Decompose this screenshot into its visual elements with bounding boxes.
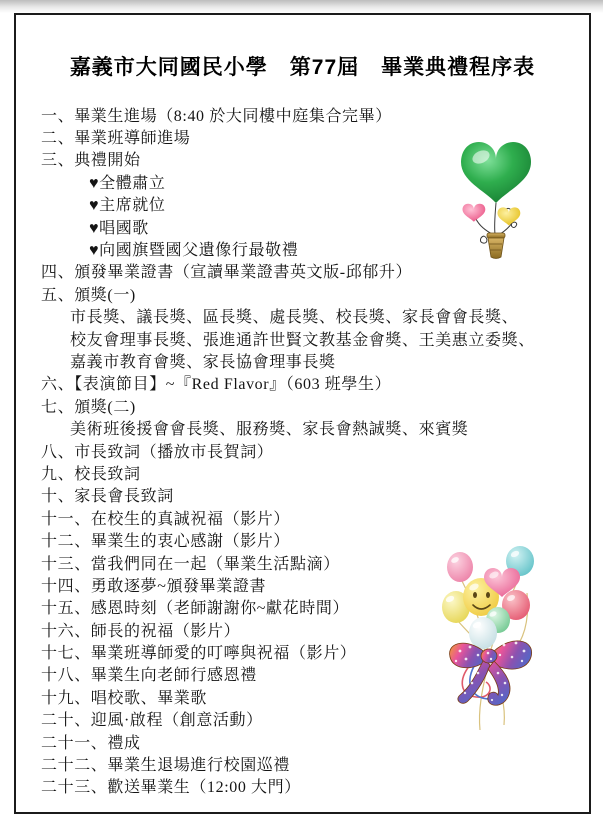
program-line: ♥主席就位 xyxy=(89,197,166,215)
program-line: 十七、畢業班導師愛的叮嚀與祝福（影片） xyxy=(41,645,357,663)
viewport-top-shadow xyxy=(0,0,603,13)
program-line: 十六、師長的祝福（影片） xyxy=(41,622,241,640)
program-line: 一、畢業生進場（8:40 於大同樓中庭集合完畢） xyxy=(41,107,392,125)
program-line: ♥全體肅立 xyxy=(89,174,166,192)
document-page xyxy=(14,13,591,814)
program-line: 二十一、禮成 xyxy=(41,734,141,752)
program-line: 十八、畢業生向老師行感恩禮 xyxy=(41,667,257,685)
program-line: 二十、迎風·啟程（創意活動） xyxy=(41,712,263,730)
program-line: 美術班後援會會長獎、服務獎、家長會熱誠獎、來賓獎 xyxy=(70,421,469,439)
program-line: 十、家長會長致詞 xyxy=(41,488,174,506)
program-line: 十五、感恩時刻（老師謝謝你~獻花時間） xyxy=(41,600,350,618)
program-line: 十四、勇敢逐夢~頒發畢業證書 xyxy=(41,577,267,595)
program-line: 七、頒獎(二) xyxy=(41,398,136,416)
program-line: 八、市長致詞（播放市長賀詞） xyxy=(41,443,274,461)
program-line: 二十三、歡送畢業生（12:00 大門） xyxy=(41,779,301,797)
program-line: ♥唱國歌 xyxy=(89,219,149,237)
program-line: 市長獎、議長獎、區長獎、處長獎、校長獎、家長會會長獎、 xyxy=(70,309,519,327)
program-line: 三、典禮開始 xyxy=(41,152,141,170)
program-line: 二、畢業班導師進場 xyxy=(41,130,191,148)
program-list xyxy=(16,103,589,797)
program-line: 十一、在校生的真誠祝福（影片） xyxy=(41,510,291,528)
page-title: 嘉義市大同國民小學 第77屆 畢業典禮程序表 xyxy=(69,56,536,79)
program-line: 五、頒獎(一) xyxy=(41,286,136,304)
program-line: 十二、畢業生的衷心感謝（影片） xyxy=(41,533,291,551)
program-line: 四、頒發畢業證書（宣讀畢業證書英文版-邱郁升） xyxy=(41,264,413,282)
program-line: 二十二、畢業生退場進行校園巡禮 xyxy=(41,757,291,775)
program-line: 六、【表演節目】~『Red Flavor』（603 班學生） xyxy=(41,376,392,394)
program-line: 十三、當我們同在一起（畢業生活點滴） xyxy=(41,555,340,573)
program-line: 嘉義市教育會獎、家長協會理事長獎 xyxy=(70,354,336,371)
program-line: 九、校長致詞 xyxy=(41,465,141,483)
program-line: 十九、唱校歌、畢業歌 xyxy=(41,689,208,707)
program-line: 校友會理事長獎、張進通許世賢文教基金會獎、王美惠立委獎、 xyxy=(70,331,535,349)
program-line: ♥向國旗暨國父遺像行最敬禮 xyxy=(89,242,299,260)
